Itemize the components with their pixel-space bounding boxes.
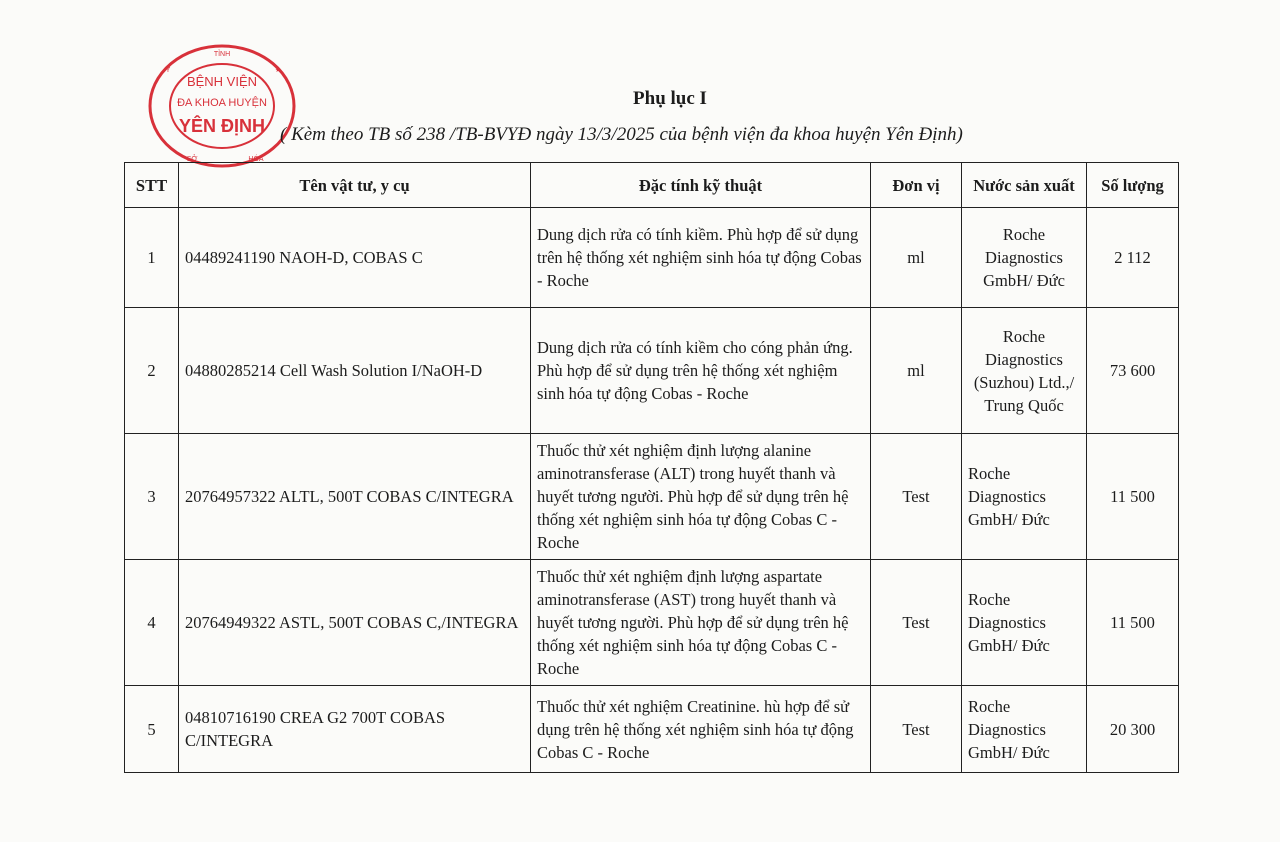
cell-name: 20764957322 ALTL, 500T COBAS C/INTEGRA <box>179 434 531 560</box>
cell-unit: Test <box>871 560 962 686</box>
cell-name: 04489241190 NAOH-D, COBAS C <box>179 208 531 308</box>
cell-qty: 11 500 <box>1087 560 1179 686</box>
cell-origin: Roche Diagnostics GmbH/ Đức <box>962 686 1087 773</box>
cell-name: 20764949322 ASTL, 500T COBAS C,/INTEGRA <box>179 560 531 686</box>
cell-unit: Test <box>871 434 962 560</box>
cell-origin: Roche Diagnostics GmbH/ Đức <box>962 434 1087 560</box>
cell-stt: 3 <box>125 434 179 560</box>
col-header-spec: Đặc tính kỹ thuật <box>531 163 871 208</box>
col-header-name: Tên vật tư, y cụ <box>179 163 531 208</box>
svg-text:HÓA: HÓA <box>248 156 264 163</box>
table-row <box>125 560 1179 686</box>
cell-stt: 1 <box>125 208 179 308</box>
svg-text:YÊN ĐỊNH: YÊN ĐỊNH <box>178 116 266 136</box>
col-header-qty: Số lượng <box>1087 163 1179 208</box>
cell-unit: ml <box>871 308 962 434</box>
svg-text:Y: Y <box>165 67 171 74</box>
table-row <box>125 308 1179 434</box>
hospital-seal <box>146 42 298 170</box>
svg-text:BỆNH VIỆN: BỆNH VIỆN <box>186 74 258 89</box>
svg-text:TỈNH: TỈNH <box>213 51 231 58</box>
page-subtitle: ( Kèm theo TB số 238 /TB-BVYĐ ngày 13/3/2025 của bệnh viện đa khoa huyện Yên Định) <box>280 124 963 145</box>
cell-qty: 2 112 <box>1087 208 1179 308</box>
table-row <box>125 208 1179 308</box>
cell-qty: 73 600 <box>1087 308 1179 434</box>
cell-spec: Thuốc thử xét nghiệm định lượng alanine aminotransferase (ALT) trong huyết thanh và huyết tương người. Phù hợp để sử dụng trên hệ thống xét nghiệm sinh hóa tự động Cobas C - Roche <box>531 434 871 560</box>
svg-text:SỞ: SỞ <box>186 156 198 163</box>
cell-spec: Dung dịch rửa có tính kiềm cho cóng phản ứng. Phù hợp để sử dụng trên hệ thống xét nghiệm sinh hóa tự động Cobas - Roche <box>531 308 871 434</box>
cell-spec: Dung dịch rửa có tính kiềm. Phù hợp để sử dụng trên hệ thống xét nghiệm sinh hóa tự động Cobas - Roche <box>531 208 871 308</box>
cell-origin: Roche Diagnostics GmbH/ Đức <box>962 560 1087 686</box>
cell-stt: 2 <box>125 308 179 434</box>
cell-name: 04810716190 CREA G2 700T COBAS C/INTEGRA <box>179 686 531 773</box>
cell-unit: ml <box>871 208 962 308</box>
cell-qty: 11 500 <box>1087 434 1179 560</box>
cell-stt: 4 <box>125 560 179 686</box>
col-header-origin: Nước sản xuất <box>962 163 1087 208</box>
cell-name: 04880285214 Cell Wash Solution I/NaOH-D <box>179 308 531 434</box>
table-row <box>125 434 1179 560</box>
table-header-row <box>125 163 1179 208</box>
cell-unit: Test <box>871 686 962 773</box>
table-row <box>125 686 1179 773</box>
page-title: Phụ lục I <box>633 88 707 109</box>
col-header-unit: Đơn vị <box>871 163 962 208</box>
svg-text:ĐA KHOA HUYỆN: ĐA KHOA HUYỆN <box>177 97 267 109</box>
cell-origin: Roche Diagnostics (Suzhou) Ltd.,/ Trung Quốc <box>962 308 1087 434</box>
cell-qty: 20 300 <box>1087 686 1179 773</box>
cell-spec: Thuốc thử xét nghiệm Creatinine. hù hợp để sử dụng trên hệ thống xét nghiệm sinh hóa tự động Cobas C - Roche <box>531 686 871 773</box>
cell-origin: Roche Diagnostics GmbH/ Đức <box>962 208 1087 308</box>
cell-spec: Thuốc thử xét nghiệm định lượng aspartate aminotransferase (AST) trong huyết thanh và huyết tương người. Phù hợp để sử dụng trên hệ thống xét nghiệm sinh hóa tự động Cobas C - Roche <box>531 560 871 686</box>
col-header-stt: STT <box>125 163 179 208</box>
supplies-table <box>124 162 1179 773</box>
cell-stt: 5 <box>125 686 179 773</box>
svg-text:★: ★ <box>274 67 282 74</box>
